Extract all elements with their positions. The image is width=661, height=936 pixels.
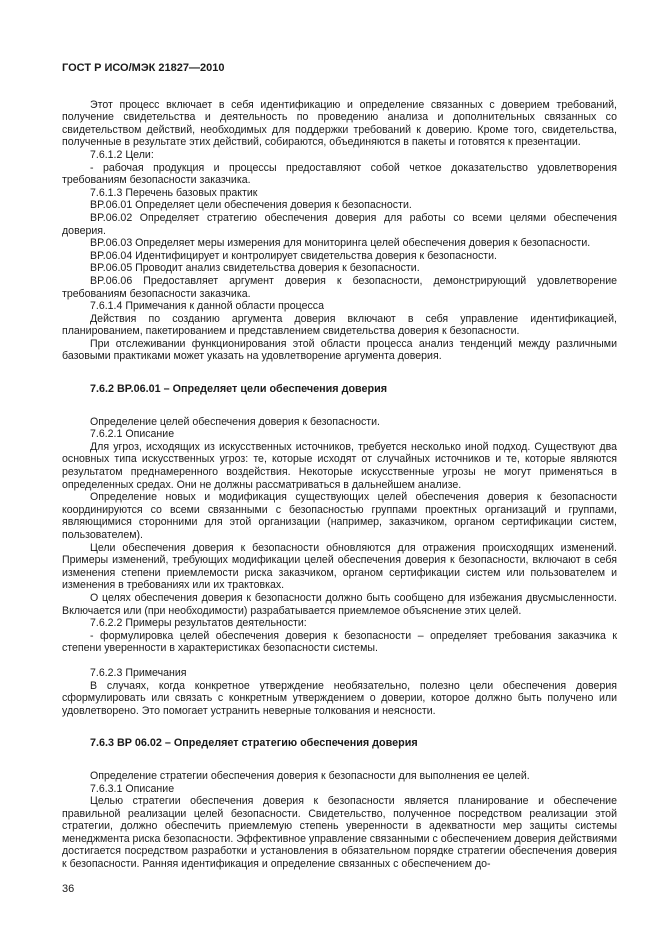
paragraph: О целях обеспечения доверия к безопасности должно быть сообщено для избежания двусмысленности. Включается или (при необходимости) разрабатывается приемлемое объяснение этих целей. xyxy=(62,591,617,617)
page-number: 36 xyxy=(62,883,75,895)
paragraph: 7.6.1.3 Перечень базовых практик xyxy=(90,186,258,199)
paragraph: 7.6.2.3 Примечания xyxy=(90,666,187,679)
paragraph: 7.6.1.2 Цели: xyxy=(90,148,154,161)
document-body xyxy=(62,99,617,871)
document-header: ГОСТ Р ИСО/МЭК 21827—2010 xyxy=(62,62,225,74)
paragraph: BP.06.03 Определяет меры измерения для мониторинга целей обеспечения доверия к безопасности. xyxy=(90,237,591,250)
paragraph: BP.06.04 Идентифицирует и контролирует свидетельства доверия к безопасности. xyxy=(90,249,498,262)
section-heading: 7.6.2 BP.06.01 – Определяет цели обеспечения доверия xyxy=(90,383,388,396)
paragraph: 7.6.2.2 Примеры результатов деятельности: xyxy=(90,617,307,630)
paragraph: - формулировка целей обеспечения доверия к безопасности – определяет требования заказчика к степени уверенности в характеристиках безопасности системы. xyxy=(62,629,617,655)
paragraph: - рабочая продукция и процессы предоставляют собой четкое доказательство удовлетворения требованиям безопасности заказчика. xyxy=(62,161,617,187)
paragraph: Определение новых и модификация существующих целей обеспечения доверия к безопасности координируются со всеми связанными с безопасностью группами проектных организаций и группами, являющимися сторонними для этой организации (например, заказчиком, органом сертификации систем, пользователем). xyxy=(62,491,617,541)
paragraph: 7.6.3.1 Описание xyxy=(90,782,175,795)
paragraph: 7.6.2.1 Описание xyxy=(90,428,175,441)
paragraph: BP.06.05 Проводит анализ свидетельства доверия к безопасности. xyxy=(90,262,420,275)
paragraph: BP.06.06 Предоставляет аргумент доверия к безопасности, демонстрирующий удовлетворение требованиям безопасности заказчика. xyxy=(62,274,617,300)
paragraph: Действия по созданию аргумента доверия включают в себя управление идентификацией, планированием, пакетированием и представлением свидетельства доверия к безопасности. xyxy=(62,312,617,338)
paragraph: 7.6.1.4 Примечания к данной области процесса xyxy=(90,300,324,313)
paragraph: Целью стратегии обеспечения доверия к безопасности является планирование и обеспечение правильной реализации целей безопасности. Свидетельство, полученное посредством реализации этой стратегии, должно обеспечить приемлемую степень уверенности в адекватности мер защиты системы менеджмента риска безопасности. Эффективное управление связанными с обеспечением доверия действиями достигается посредством разработки и установления в обязательном порядке стратегии обеспечения доверия к безопасности. Ранняя идентификация и определение связанных с обеспечением до- xyxy=(62,795,617,871)
paragraph: Для угроз, исходящих из искусственных источников, требуется несколько иной подход. Существуют два основных типа искусственных угроз: те, которые исходят от случайных источников и те, которые являются результатом преднамеренного воздействия. Некоторые искусственные угрозы не могут применяться в определенных средах. Они не должны рассматриваться в дальнейшем анализе. xyxy=(62,440,617,491)
paragraph: Цели обеспечения доверия к безопасности обновляются для отражения происходящих изменений. Примеры изменений, требующих модификации целей обеспечения доверия к безопасности, включают в себя изменения степени приемлемости риска заказчиком, органом сертификации систем или пользователем и изменения в требованиях или их трактовках. xyxy=(62,541,617,592)
paragraph: Определение целей обеспечения доверия к безопасности. xyxy=(90,415,380,428)
paragraph: BP.06.01 Определяет цели обеспечения доверия к безопасности. xyxy=(90,199,412,212)
paragraph: При отслеживании функционирования этой области процесса анализ тенденций между различными базовыми практиками может указать на удовлетворение аргумента доверия. xyxy=(62,337,617,363)
paragraph: BP.06.02 Определяет стратегию обеспечения доверия для работы со всеми целями обеспечения доверия. xyxy=(62,211,617,237)
paragraph: Определение стратегии обеспечения доверия к безопасности для выполнения ее целей. xyxy=(90,769,530,782)
section-heading: 7.6.3 BP 06.02 – Определяет стратегию обеспечения доверия xyxy=(90,737,418,750)
paragraph: В случаях, когда конкретное утверждение необязательно, полезно цели обеспечения доверия сформулировать или связать с конкретным утверждением о доверии, которое должно быть получено или удовлетворено. Это помогает устранить неверные толкования и неясности. xyxy=(62,679,617,717)
paragraph: Этот процесс включает в себя идентификацию и определение связанных с доверием требований, получение свидетельства и деятельность по проведению анализа и дополнительных связанных со свидетельством действий, необходимых для поддержки требований к доверию. Кроме того, свидетельства, полученные в результате этих действий, собираются, объединяются в пакеты и готовятся к презентации. xyxy=(62,98,617,149)
